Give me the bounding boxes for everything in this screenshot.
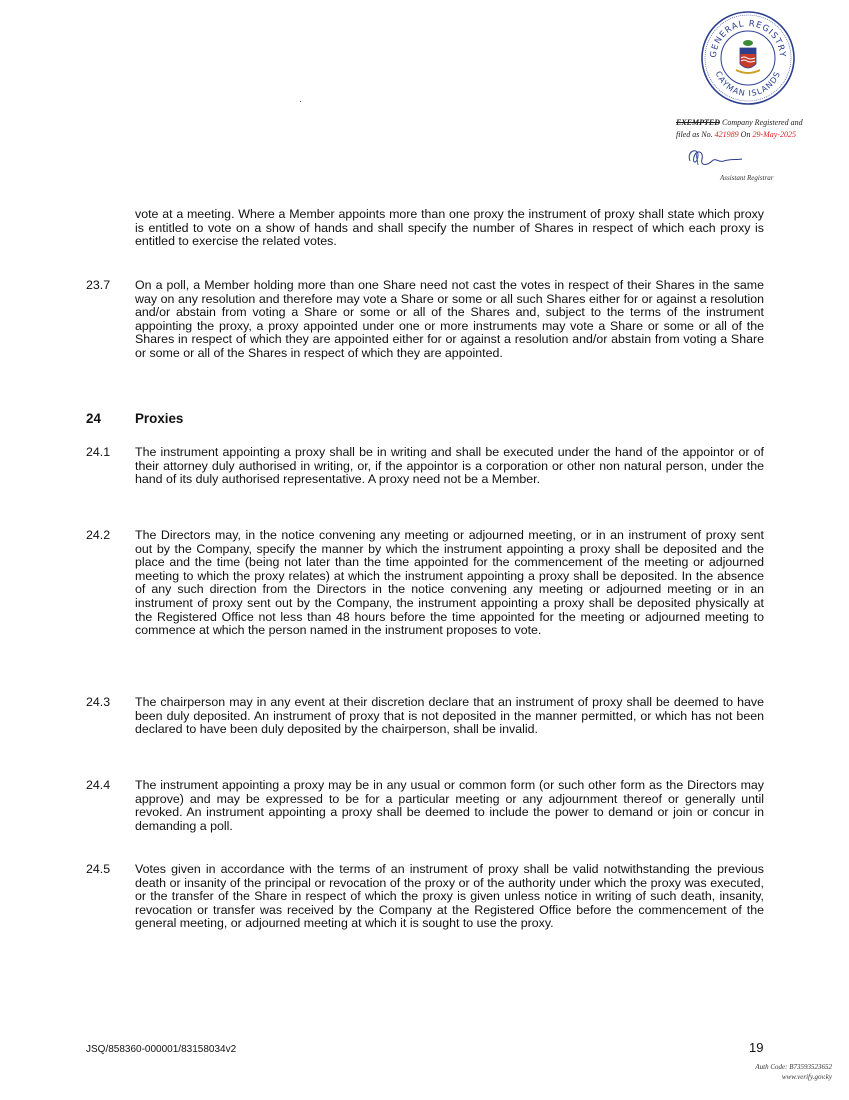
clause-text-24-4: The instrument appointing a proxy may be in any usual or common form (or such other form as the Directors may approve) and may be expressed to be for a particular meeting or any adjournment thereof or generally until revoked. An instrument appointing a proxy shall be deemed to include the power to demand or join or concur in demanding a poll. [135,778,764,833]
registrar-signature-icon [684,145,746,171]
registration-date: 29-May-2025 [752,130,796,139]
stray-mark [300,101,301,102]
clause-number-24-3: 24.3 [86,695,111,709]
verify-url: www.verify.gov.ky [781,1073,832,1081]
registered-label: Company Registered and [720,118,803,127]
auth-code: Auth Code: B73593523652 [755,1063,832,1071]
on-label: On [738,130,753,139]
section-title-proxies: Proxies [135,411,184,426]
clause-number-24-1: 24.1 [86,445,111,459]
clause-text-24-2: The Directors may, in the notice convening any meeting or adjourned meeting, or in an instrument of proxy sent out by the Company, specify the manner by which the instrument appointing a proxy shall be deposited and the place and the time (being not later than the time appointed for the commencement of the meeting or adjourned meeting to which the proxy relates) at which the instrument appointing a proxy shall be deposited. In the absence of any such direction from the Directors in the notice convening any meeting or adjourned meeting or in an instrument of proxy sent out by the Company, the instrument appointing a proxy shall be deposited physically at the Registered Office not less than 48 hours before the time appointed for the meeting or adjourned meeting to commence at which the person named in the instrument proposes to vote. [135,528,764,638]
clause-text-24-5: Votes given in accordance with the terms of an instrument of proxy shall be valid notwithstanding the previous death or insanity of the principal or revocation of the proxy or of the authority under which the proxy was executed, or the transfer of the Share in respect of which the proxy is given unless notice in writing of such death, insanity, revocation or transfer was received by the Company at the Registered Office before the commencement of the general meeting, or adjourned meeting at which it is sought to use the proxy. [135,862,764,931]
filed-prefix: filed as No. [676,130,715,139]
clause-text-23-7: On a poll, a Member holding more than one Share need not cast the votes in respect of their Shares in the same way on any resolution and therefore may vote a Share or some or all such Shares either for or against a resolution and/or abstain from voting a Share or some or all of the Shares and, subject to the terms of the instrument appointing the proxy, a proxy appointed under one or more instruments may vote a Share or some or all of the Shares in respect of which they are appointed either for or against a resolution and/or abstain from voting a Share or some or all of the Shares in respect of which they are appointed. [135,278,764,360]
document-reference: JSQ/858360-000001/83158034v2 [86,1044,237,1055]
page-number: 19 [749,1040,764,1055]
clause-number-23-7: 23.7 [86,278,111,292]
section-number-24: 24 [86,411,101,426]
clause-number-24-2: 24.2 [86,528,111,542]
seal-bottom-text: CAYMAN ISLANDS [713,69,783,99]
continuation-paragraph: vote at a meeting. Where a Member appoints more than one proxy the instrument of proxy shall state which proxy is entitled to vote on a show of hands and shall specify the number of Shares in respect of which each proxy is entitled to exercise the related votes. [135,207,764,249]
assistant-registrar-label: Assistant Registrar [720,174,774,182]
exempted-label: EXEMPTED [676,118,721,127]
clause-number-24-5: 24.5 [86,862,111,876]
registration-stamp-text [676,117,836,141]
seal-top-text: GENERAL REGISTRY [708,18,788,59]
clause-text-24-3: The chairperson may in any event at their discretion declare that an instrument of proxy shall be deemed to have been duly deposited. An instrument of proxy that is not deposited in the manner permitted, or which has not been declared to have been duly deposited by the chairperson, shall be invalid. [135,695,764,737]
auth-code-block [755,1062,832,1082]
general-registry-seal-icon [700,10,796,106]
registration-number: 421989 [714,130,739,139]
clause-text-24-1: The instrument appointing a proxy shall be in writing and shall be executed under the hand of the appointor or of their attorney duly authorised in writing, or, if the appointor is a corporation or other non natural person, under the hand of its duly authorised representative. A proxy need not be a Member. [135,445,764,487]
clause-number-24-4: 24.4 [86,778,111,792]
